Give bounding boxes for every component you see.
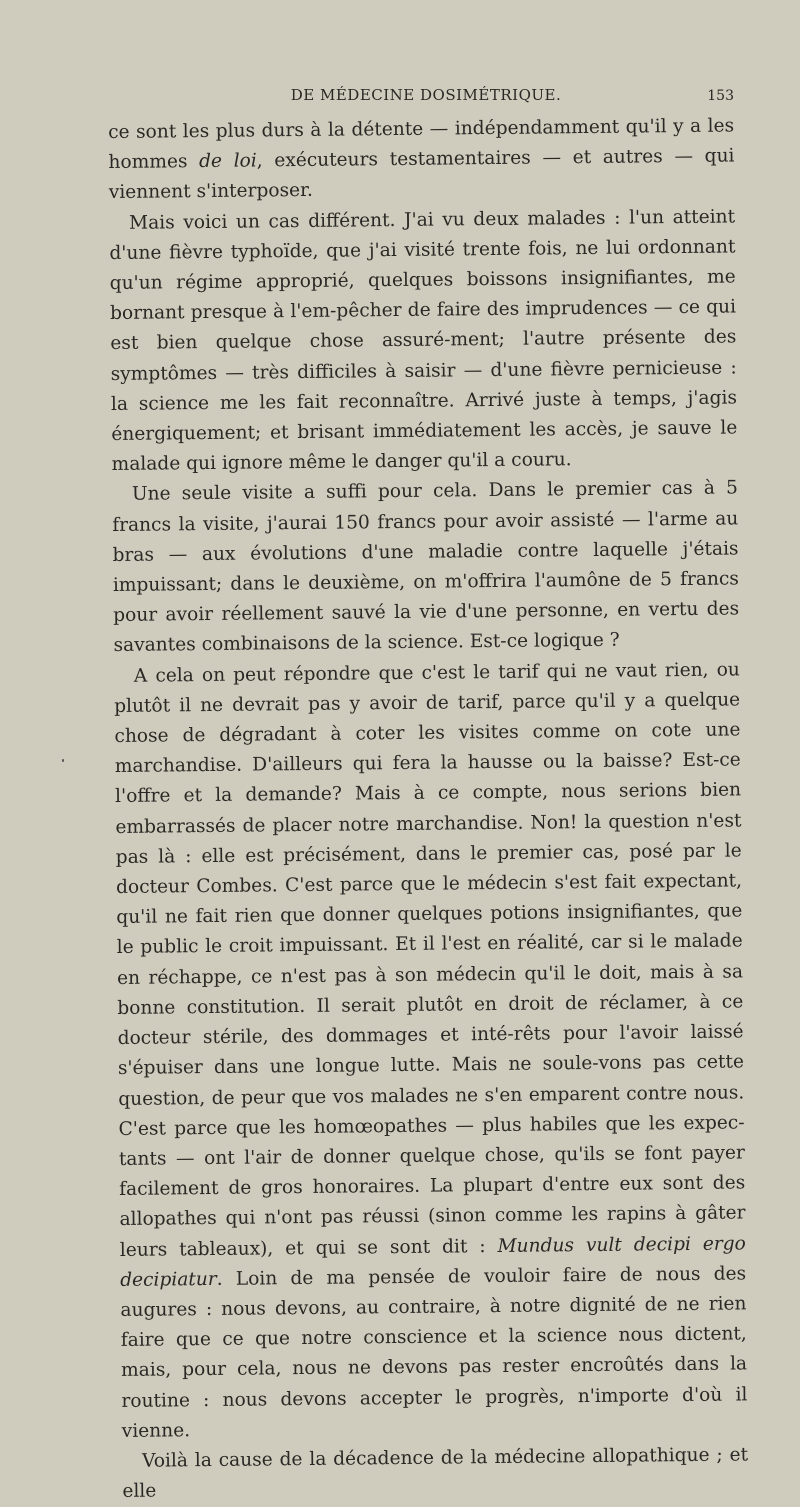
paragraph bbox=[108, 111, 735, 208]
text-run: Voilà la cause de la décadence de la médecine allopathique ; et elle bbox=[122, 1444, 749, 1503]
italic-text: Mundus vult decipi ergo decipiatur bbox=[120, 1232, 746, 1291]
text-run: A cela on peut répondre que c'est le tarif qui ne vaut rien, ou plutôt il ne devrait pas y avoir de tarif, parce qu'il y a quelque chose de dégradant à coter les visites comme on cote une marchandise. D'ailleurs qui fera la hausse ou la baisse? Est-ce l'offre et la demande? Mais à ce compte, nous serions bien embarrassés de placer notre marchandise. Non! la question n'est pas là : elle est précisément, dans le premier cas, posé par le docteur Combes. C'est parce que le médecin s'est fait expectant, qu'il ne fait rien que donner quelques potions insignifiantes, que le public le croit impuissant. Et il l'est en réalité, car si le malade en réchappe, ce n'est pas à son médecin qu'il le doit, mais à sa bonne constitution. Il serait plutôt en droit de réclamer, à ce docteur stérile, des dommages et inté-rêts pour l'avoir laissé s'épuiser dans une longue lutte. Mais ne soule-vons pas cette question, de peur que vos malades ne s'en emparent contre nous. C'est parce que les homœopathes — plus habiles que les expec-tants — ont l'air de donner quelque chose, qu'ils se font payer facilement de gros honoraires. La plupart d'entre eux sont des allopathes qui n'ont pas réussi (sinon comme les rapins à gâter leurs tableaux), et qui se sont dit : bbox=[114, 659, 746, 1261]
running-head bbox=[118, 86, 734, 110]
margin-speck bbox=[62, 759, 64, 762]
text-run: . Loin de ma pensée de vouloir faire de nous des augures : nous devons, au contraire, à notre dignité de ne rien faire que ce que notre conscience et la science nous dictent, mais, pour cela, nous ne devons pas rester encroûtés dans la routine : nous devons accepter le progrès, n'importe d'où il vienne. bbox=[120, 1263, 748, 1442]
text-run: ce sont les plus durs à la détente — indépendamment qu'il y a les hommes bbox=[108, 115, 735, 174]
text-run: Mais voici un cas différent. J'ai vu deux malades : l'un atteint d'une fièvre typhoïde, que j'ai visité trente fois, ne lui ordonnant qu'un régime approprié, quelques boissons insignifiantes, me bornant presque à l'em-pêcher de faire des imprudences — ce qui est bien quelque chose assuré-ment; l'autre présente des symptômes — très difficiles à saisir — d'une fièvre pernicieuse : la science me les fait reconnaître. Arrivé juste à temps, j'agis énergiquement; et brisant immédiatement les accès, je sauve le malade qui ignore même le danger qu'il a couru. bbox=[109, 206, 738, 476]
page-number: 153 bbox=[707, 88, 734, 104]
paragraph bbox=[114, 655, 748, 1447]
text-run: , exécuteurs testamentaires — et autres — qui viennent s'interposer. bbox=[108, 145, 735, 204]
italic-text: de loi bbox=[198, 150, 257, 173]
paragraph bbox=[122, 1440, 749, 1507]
paragraph bbox=[109, 202, 738, 480]
paragraph bbox=[112, 474, 740, 662]
text-run: Une seule visite a suffi pour cela. Dans le premier cas à 5 francs la visite, j'aurai 150 francs pour avoir assisté — l'arme au bras — aux évolutions d'une maladie contre laquelle j'étais impuissant; dans le deuxième, on m'offrira l'aumône de 5 francs pour avoir réellement sauvé la vie d'une personne, en vertu des savantes combinaisons de la science. Est-ce logique ? bbox=[112, 477, 740, 657]
running-title: DE MÉDECINE DOSIMÉTRIQUE. bbox=[290, 86, 562, 104]
body-text bbox=[108, 111, 749, 1507]
